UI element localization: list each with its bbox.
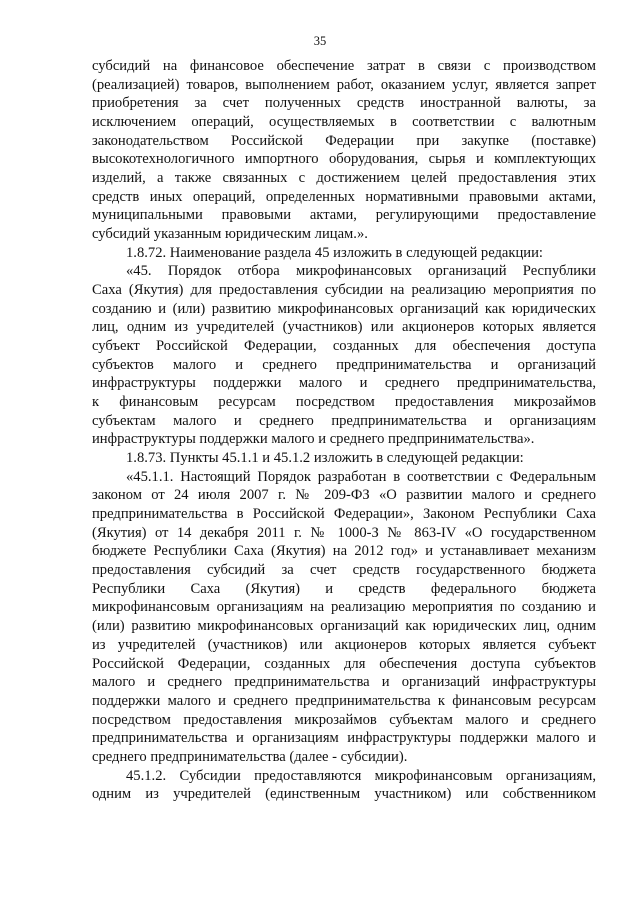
text-line: 1.8.72. Наименование раздела 45 изложить в следующей редакции: <box>126 244 543 261</box>
text-line: «45. Порядок отбора микрофинансовых организаций Республики <box>126 263 596 280</box>
text-line: субсидий указанным юридическим лицам.». <box>92 226 368 243</box>
text-line: Российской Федерации, созданных для обеспечения доступа субъектов <box>92 655 596 672</box>
text-line: субъектов малого и среднего предпринимательства и организаций <box>92 356 596 373</box>
text-line: 45.1.2. Субсидии предоставляются микрофинансовым организациям, <box>126 767 596 784</box>
text-line: законом от 24 июля 2007 г. № 209-ФЗ «О развитии малого и среднего <box>92 487 596 504</box>
text-line: субъект Российской Федерации, созданных для обеспечения доступа <box>92 338 596 355</box>
text-line: инфраструктуры поддержки малого и среднего предпринимательства, <box>92 375 596 392</box>
text-line: предпринимательства в Российской Федерации», Законом Республики Саха <box>92 506 596 523</box>
text-line: муниципальными правовыми актами, регулирующими предоставление <box>92 207 596 224</box>
text-line: к финансовым ресурсам посредством предоставления микрозаймов <box>92 394 596 411</box>
text-line: Саха (Якутия) для предоставления субсидии на реализацию мероприятия по <box>92 282 596 299</box>
text-line: изделий, а также связанных с достижением целей предоставления этих <box>92 170 596 187</box>
text-line: предпринимательства и организациям инфраструктуры поддержки малого и <box>92 730 596 747</box>
text-line: законодательством Российской Федерации при закупке (поставке) <box>92 132 596 149</box>
text-line: созданию и (или) развитию микрофинансовых организаций как юридических <box>92 300 596 317</box>
text-line: (Якутия) от 14 декабря 2011 г. № 1000-З № 863-IV «О государственном <box>92 524 596 541</box>
text-line: посредством предоставления микрозаймов субъектам малого и среднего <box>92 711 596 728</box>
text-line: одним из учредителей (единственным участником) или собственником <box>92 786 596 803</box>
text-line: малого и среднего предпринимательства и организаций инфраструктуры <box>92 674 596 691</box>
text-line: «45.1.1. Настоящий Порядок разработан в соответствии с Федеральным <box>126 468 596 485</box>
text-line: средств иных операций, определенных нормативными правовыми актами, <box>92 188 596 205</box>
text-line: лиц, одним из учредителей (участников) или акционеров которых является <box>92 319 596 336</box>
text-line: 1.8.73. Пункты 45.1.1 и 45.1.2 изложить в следующей редакции: <box>126 450 524 467</box>
text-line: приобретения за счет полученных средств иностранной валюты, за <box>92 95 596 112</box>
text-line: поддержки малого и среднего предпринимательства к финансовым ресурсам <box>92 692 596 709</box>
text-line: (реализацией) товаров, выполнением работ, оказанием услуг, является запрет <box>92 76 596 93</box>
document-body <box>92 57 596 804</box>
text-line: Республики Саха (Якутия) и средств федерального бюджета <box>92 580 596 597</box>
text-line: бюджете Республики Саха (Якутия) на 2012 год» и устанавливает механизм <box>92 543 596 560</box>
text-line: субсидий на финансовое обеспечение затрат в связи с производством <box>92 58 596 74</box>
text-line: предоставления субсидий за счет средств государственного бюджета <box>92 562 596 579</box>
text-line: высокотехнологичного импортного оборудования, сырья и комплектующих <box>92 151 596 168</box>
text-line: исключением операций, осуществляемых в соответствии с валютным <box>92 114 596 131</box>
text-line: из учредителей (участников) или акционеров которых является субъект <box>92 636 596 653</box>
text-line: субъектам малого и среднего предпринимательства и организациям <box>92 412 596 429</box>
page-number: 35 <box>313 34 327 48</box>
text-line: среднего предпринимательства (далее - субсидии). <box>92 748 408 765</box>
text-line: инфраструктуры поддержки малого и среднего предпринимательства». <box>92 431 535 448</box>
text-line: микрофинансовым организациям на реализацию мероприятия по созданию и <box>92 599 596 616</box>
text-line: (или) развитию микрофинансовых организаций как юридических лиц, одним <box>92 618 596 635</box>
